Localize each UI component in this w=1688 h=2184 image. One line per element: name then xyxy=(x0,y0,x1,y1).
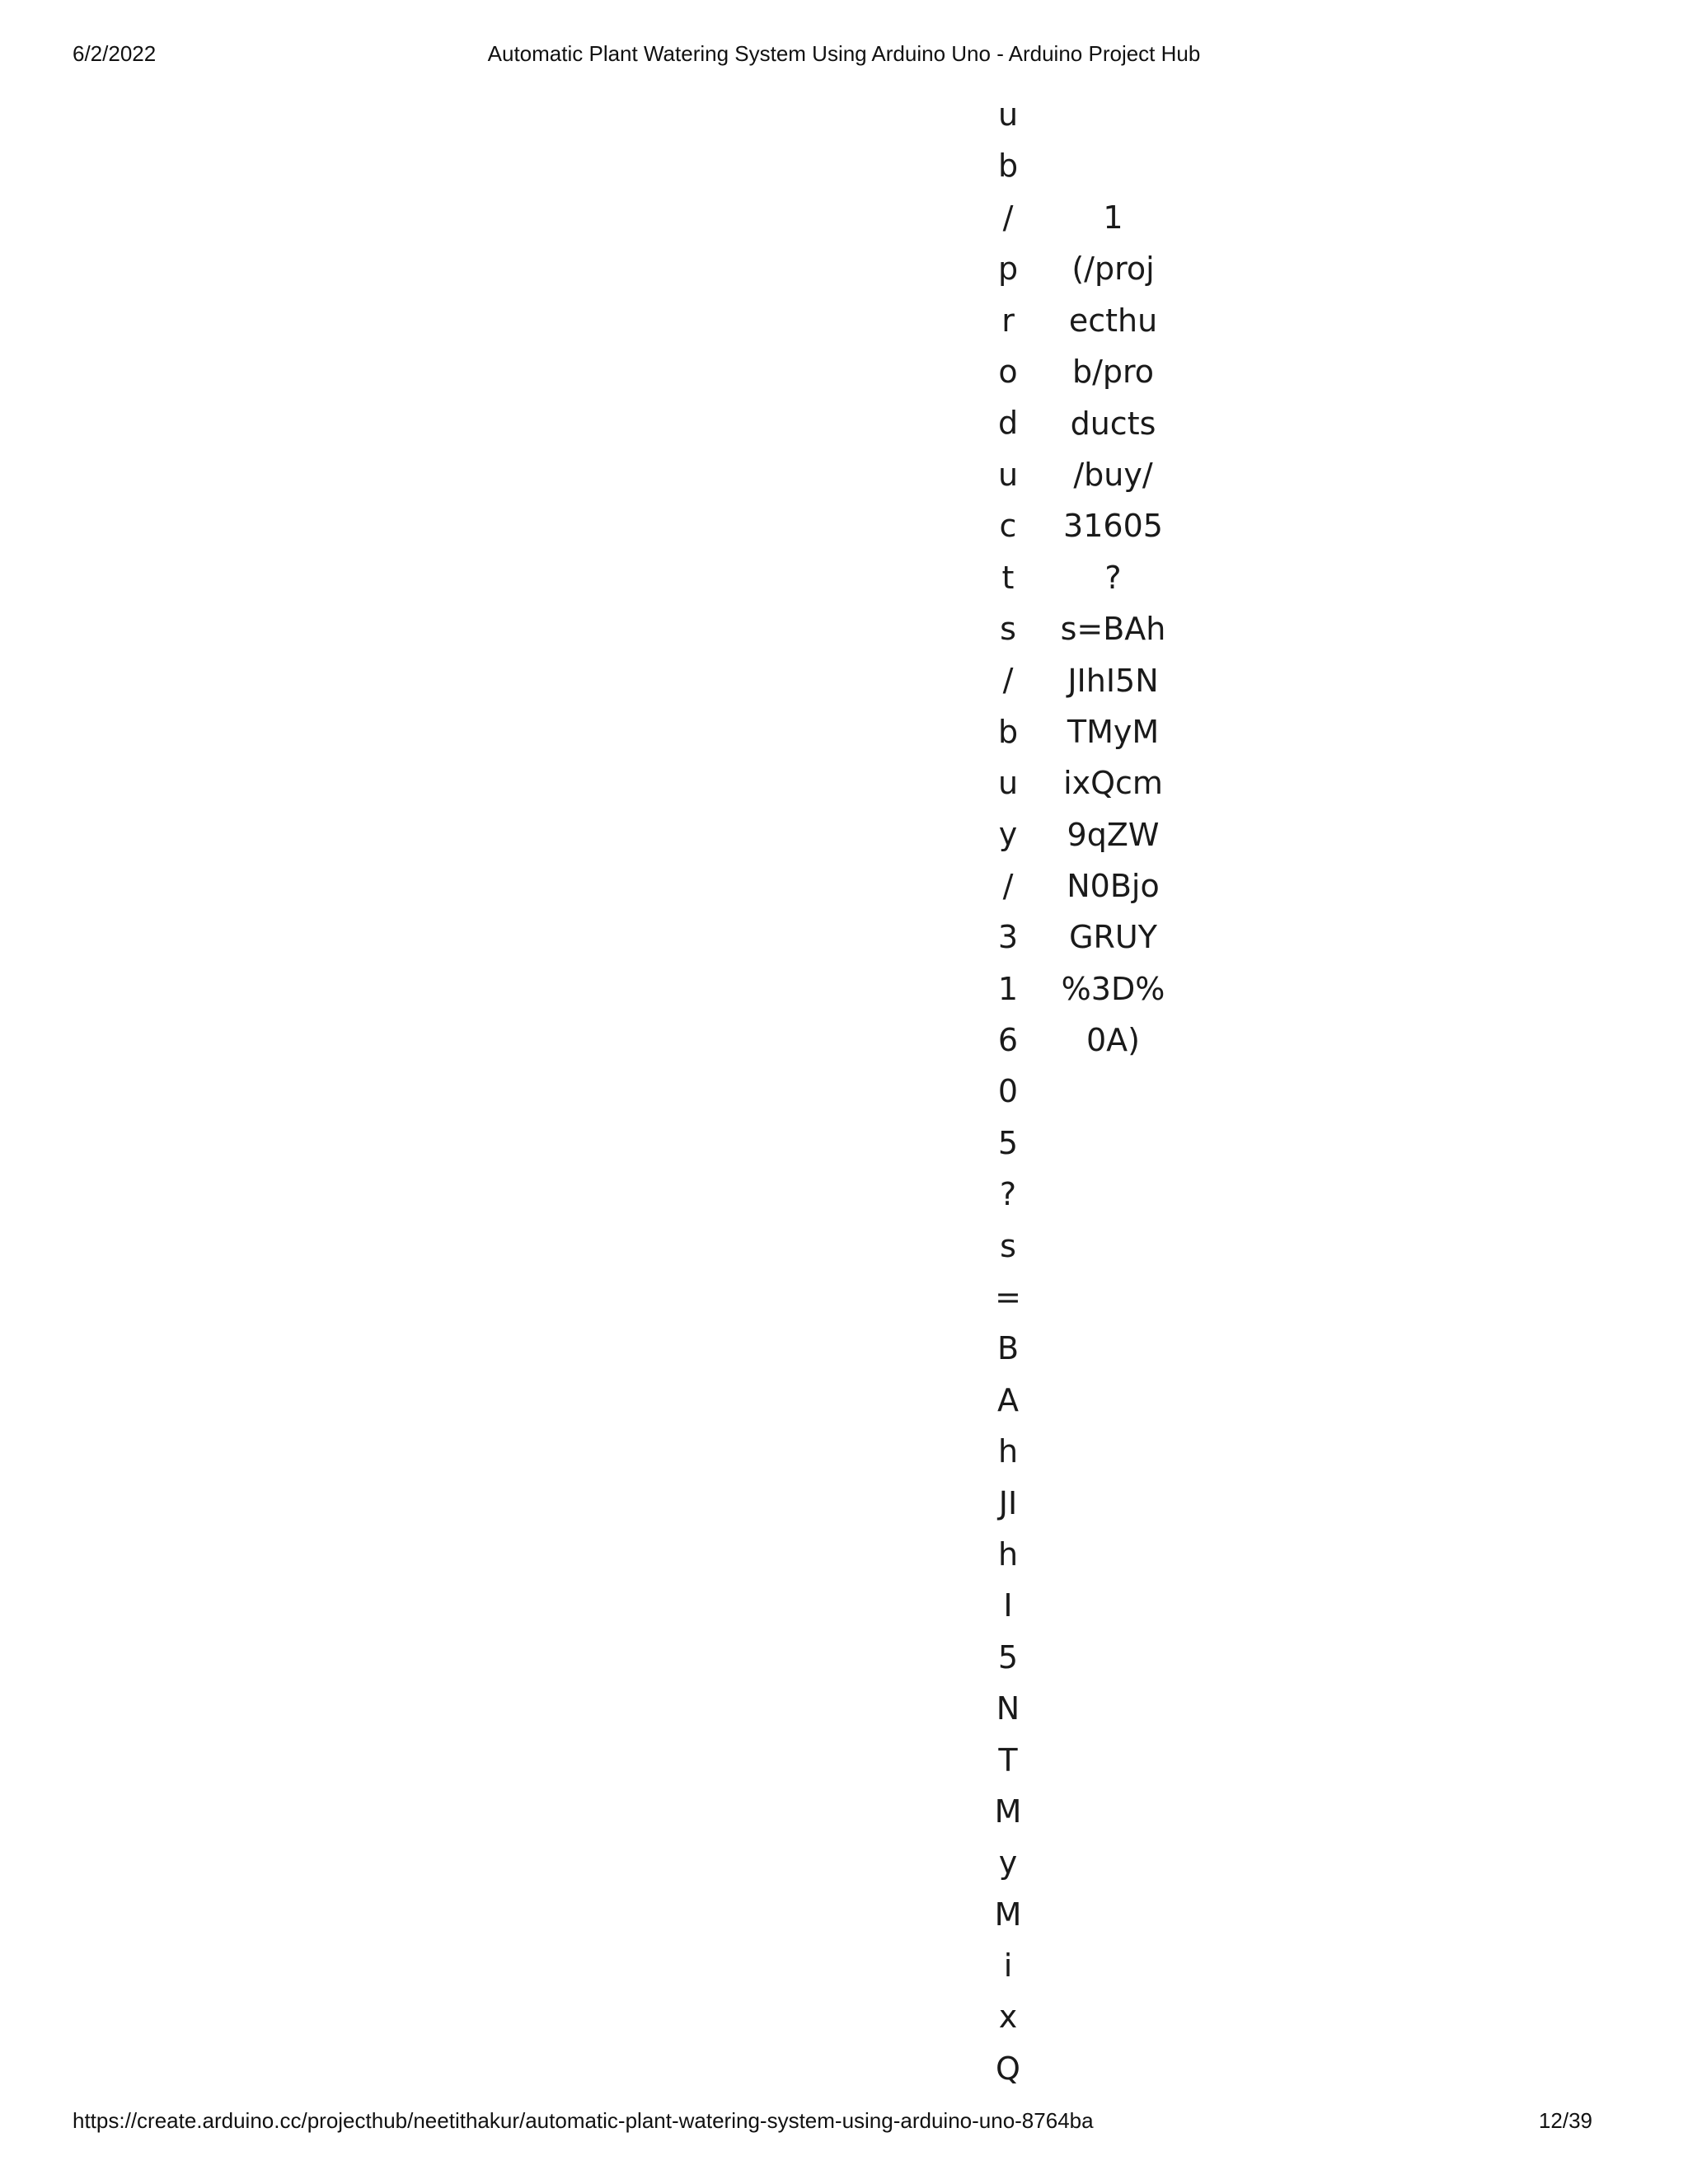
link-fragment-narrow[interactable]: I xyxy=(1003,1587,1013,1624)
link-fragment-wide[interactable]: 9qZW xyxy=(1067,816,1160,853)
link-fragment-narrow[interactable]: p xyxy=(997,251,1019,288)
link-fragment-narrow[interactable]: A xyxy=(997,1381,1019,1418)
link-fragment-wide[interactable]: (/proj xyxy=(1071,251,1155,288)
link-fragment-narrow[interactable]: 5 xyxy=(997,1638,1019,1675)
page-title: Automatic Plant Watering System Using Arduino Uno - Arduino Project Hub xyxy=(487,41,1201,66)
link-fragment-narrow[interactable]: T xyxy=(998,1741,1018,1779)
link-fragment-narrow[interactable]: b xyxy=(997,713,1019,750)
link-fragment-narrow[interactable]: ? xyxy=(999,1176,1017,1213)
wrapped-link-column-wide[interactable] xyxy=(1053,192,1173,1066)
link-fragment-narrow[interactable]: i xyxy=(1003,1947,1013,1985)
link-fragment-wide[interactable]: ? xyxy=(1104,559,1122,596)
link-fragment-narrow[interactable]: d xyxy=(997,405,1019,442)
link-fragment-narrow[interactable]: r xyxy=(1001,302,1015,339)
link-fragment-wide[interactable]: TMyM xyxy=(1067,713,1160,750)
link-fragment-wide[interactable]: b/pro xyxy=(1071,354,1155,391)
link-fragment-wide[interactable]: 0A) xyxy=(1086,1022,1140,1059)
link-fragment-narrow[interactable]: / xyxy=(1002,662,1014,699)
link-fragment-wide[interactable]: ixQcm xyxy=(1063,765,1163,802)
link-fragment-narrow[interactable]: N xyxy=(996,1690,1020,1727)
link-fragment-narrow[interactable]: h xyxy=(997,1433,1019,1470)
link-fragment-narrow[interactable]: / xyxy=(1002,867,1014,904)
link-fragment-wide[interactable]: ecthu xyxy=(1068,302,1158,339)
link-fragment-narrow[interactable]: t xyxy=(1001,559,1015,596)
link-fragment-narrow[interactable]: h xyxy=(997,1535,1019,1572)
link-fragment-narrow[interactable]: u xyxy=(997,96,1019,133)
link-fragment-narrow[interactable]: b xyxy=(997,148,1019,185)
link-fragment-wide[interactable]: GRUY xyxy=(1069,919,1157,956)
link-fragment-narrow[interactable]: o xyxy=(998,353,1018,390)
link-fragment-wide[interactable]: %3D% xyxy=(1061,970,1165,1007)
link-fragment-narrow[interactable]: 0 xyxy=(997,1073,1019,1110)
link-fragment-wide[interactable]: 1 xyxy=(1103,199,1123,236)
wrapped-link-column-narrow[interactable] xyxy=(985,89,1031,2094)
link-fragment-wide[interactable]: N0Bjo xyxy=(1067,868,1160,905)
link-fragment-narrow[interactable]: u xyxy=(997,456,1019,493)
link-fragment-narrow[interactable]: M xyxy=(994,1793,1022,1830)
print-date: 6/2/2022 xyxy=(73,41,157,66)
link-fragment-narrow[interactable]: u xyxy=(997,765,1019,802)
link-fragment-narrow[interactable]: 5 xyxy=(997,1124,1019,1161)
link-fragment-narrow[interactable]: s xyxy=(1000,1227,1016,1264)
link-fragment-wide[interactable]: 31605 xyxy=(1063,508,1163,545)
link-fragment-narrow[interactable]: y xyxy=(998,816,1018,853)
link-fragment-narrow[interactable]: Q xyxy=(996,2050,1020,2087)
page-url: https://create.arduino.cc/projecthub/neetithakur/automatic-plant-watering-system-using-arduino-uno-8764ba xyxy=(73,2108,1094,2133)
link-fragment-narrow[interactable]: 6 xyxy=(997,1022,1019,1059)
link-fragment-wide[interactable]: JIhI5N xyxy=(1067,662,1159,699)
link-fragment-narrow[interactable]: c xyxy=(999,508,1017,545)
link-fragment-narrow[interactable]: = xyxy=(995,1278,1021,1315)
link-fragment-narrow[interactable]: 3 xyxy=(997,919,1019,956)
page-number: 12/39 xyxy=(1538,2108,1592,2133)
link-fragment-wide[interactable]: ducts xyxy=(1070,405,1156,442)
link-fragment-narrow[interactable]: x xyxy=(998,1999,1018,2036)
link-fragment-narrow[interactable]: / xyxy=(1002,199,1014,236)
link-fragment-narrow[interactable]: 1 xyxy=(997,970,1019,1007)
link-fragment-narrow[interactable]: B xyxy=(996,1330,1020,1367)
link-fragment-narrow[interactable]: s xyxy=(1000,610,1016,647)
link-fragment-wide[interactable]: s=BAh xyxy=(1060,611,1166,648)
link-fragment-narrow[interactable]: y xyxy=(998,1844,1018,1882)
link-fragment-wide[interactable]: /buy/ xyxy=(1073,456,1153,493)
link-fragment-narrow[interactable]: M xyxy=(994,1896,1022,1933)
link-fragment-narrow[interactable]: JI xyxy=(998,1484,1018,1521)
